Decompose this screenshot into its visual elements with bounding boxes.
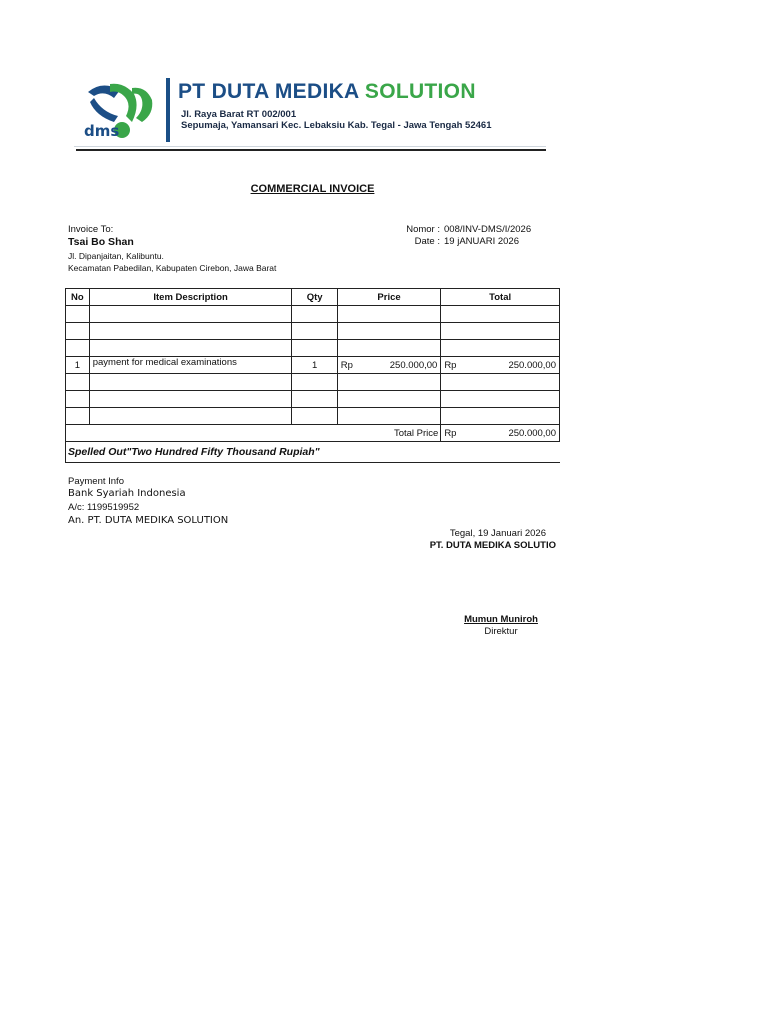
cell-total xyxy=(441,323,560,340)
table-row xyxy=(66,374,560,391)
table-row xyxy=(66,408,560,425)
header-total: Total xyxy=(441,289,560,306)
signature-company: PT. DUTA MEDIKA SOLUTIO xyxy=(429,540,556,551)
header-qty: Qty xyxy=(292,289,337,306)
table-row xyxy=(66,391,560,408)
cell-no xyxy=(66,374,90,391)
company-address-line1: Jl. Raya Barat RT 002/001 xyxy=(181,109,297,120)
customer-name: Tsai Bo Shan xyxy=(68,236,134,248)
invoice-number-value: 008/INV-DMS/I/2026 xyxy=(444,224,532,235)
cell-price xyxy=(337,306,441,323)
document-title: COMMERCIAL INVOICE xyxy=(250,183,375,195)
cell-description xyxy=(89,340,292,357)
spelled-out-border xyxy=(65,440,66,462)
bank-name: Bank Syariah Indonesia xyxy=(68,488,186,499)
cell-total xyxy=(441,391,560,408)
signature-place-date: Tegal, 19 Januari 2026 xyxy=(449,528,546,539)
cell-no xyxy=(66,391,90,408)
total-price-value: Rp 250.000,00 xyxy=(441,425,560,442)
cell-total xyxy=(441,306,560,323)
cell-total xyxy=(441,408,560,425)
payment-info-label: Payment Info xyxy=(68,476,124,487)
cell-price xyxy=(337,408,441,425)
cell-description xyxy=(89,323,292,340)
letterhead-rule-thick xyxy=(76,149,546,151)
table-row xyxy=(66,306,560,323)
cell-no xyxy=(66,323,90,340)
account-number: A/c: 1199519952 xyxy=(68,502,140,513)
customer-address-line1: Jl. Dipanjaitan, Kalibuntu. xyxy=(68,251,164,261)
cell-total xyxy=(441,374,560,391)
cell-no xyxy=(66,340,90,357)
header-price: Price xyxy=(337,289,441,306)
table-header-row xyxy=(66,289,560,306)
signer-name: Mumun Muniroh xyxy=(464,614,538,625)
cell-no xyxy=(66,408,90,425)
cell-description xyxy=(89,408,292,425)
table-row xyxy=(66,323,560,340)
invoice-to-label: Invoice To: xyxy=(68,224,114,235)
invoice-date-value: 19 jANUARI 2026 xyxy=(444,236,519,247)
table-row xyxy=(66,357,560,374)
cell-qty xyxy=(292,391,337,408)
invoice-number-label: Nomor : xyxy=(406,224,440,235)
cell-total: Rp 250.000,00 xyxy=(441,357,560,374)
cell-total xyxy=(441,340,560,357)
cell-price xyxy=(337,374,441,391)
company-address-line2: Sepumaja, Yamansari Kec. Lebaksiu Kab. Tegal - Jawa Tengah 52461 xyxy=(181,120,492,131)
cell-qty xyxy=(292,340,337,357)
cell-price xyxy=(337,391,441,408)
cell-description xyxy=(89,374,292,391)
logo-text: dms xyxy=(84,122,120,140)
cell-price xyxy=(337,340,441,357)
cell-qty xyxy=(292,408,337,425)
cell-qty xyxy=(292,306,337,323)
spelled-out-rule xyxy=(65,462,560,463)
customer-address-line2: Kecamatan Pabedilan, Kabupaten Cirebon, Jawa Barat xyxy=(68,263,277,273)
cell-description xyxy=(89,391,292,408)
total-price-label: Total Price xyxy=(66,425,441,442)
spelled-out-amount: Spelled Out"Two Hundred Fifty Thousand Rupiah" xyxy=(68,446,320,458)
header-no: No xyxy=(66,289,90,306)
items-table xyxy=(65,288,560,442)
total-row xyxy=(66,425,560,442)
signer-title: Direktur xyxy=(484,626,518,637)
cell-price: Rp 250.000,00 xyxy=(337,357,441,374)
cell-qty: 1 xyxy=(292,357,337,374)
company-logo xyxy=(84,78,162,142)
header-item-description: Item Description xyxy=(89,289,292,306)
cell-no: 1 xyxy=(66,357,90,374)
account-name: An. PT. DUTA MEDIKA SOLUTION xyxy=(68,515,229,526)
cell-qty xyxy=(292,374,337,391)
cell-qty xyxy=(292,323,337,340)
company-name: PT DUTA MEDIKA SOLUTION xyxy=(178,80,476,103)
cell-description: payment for medical examinations xyxy=(89,357,292,374)
cell-price xyxy=(337,323,441,340)
letterhead-rule-thin xyxy=(74,146,546,147)
cell-description xyxy=(89,306,292,323)
invoice-date-label: Date : xyxy=(414,236,440,247)
table-row xyxy=(66,340,560,357)
letterhead-divider xyxy=(166,78,170,142)
cell-no xyxy=(66,306,90,323)
